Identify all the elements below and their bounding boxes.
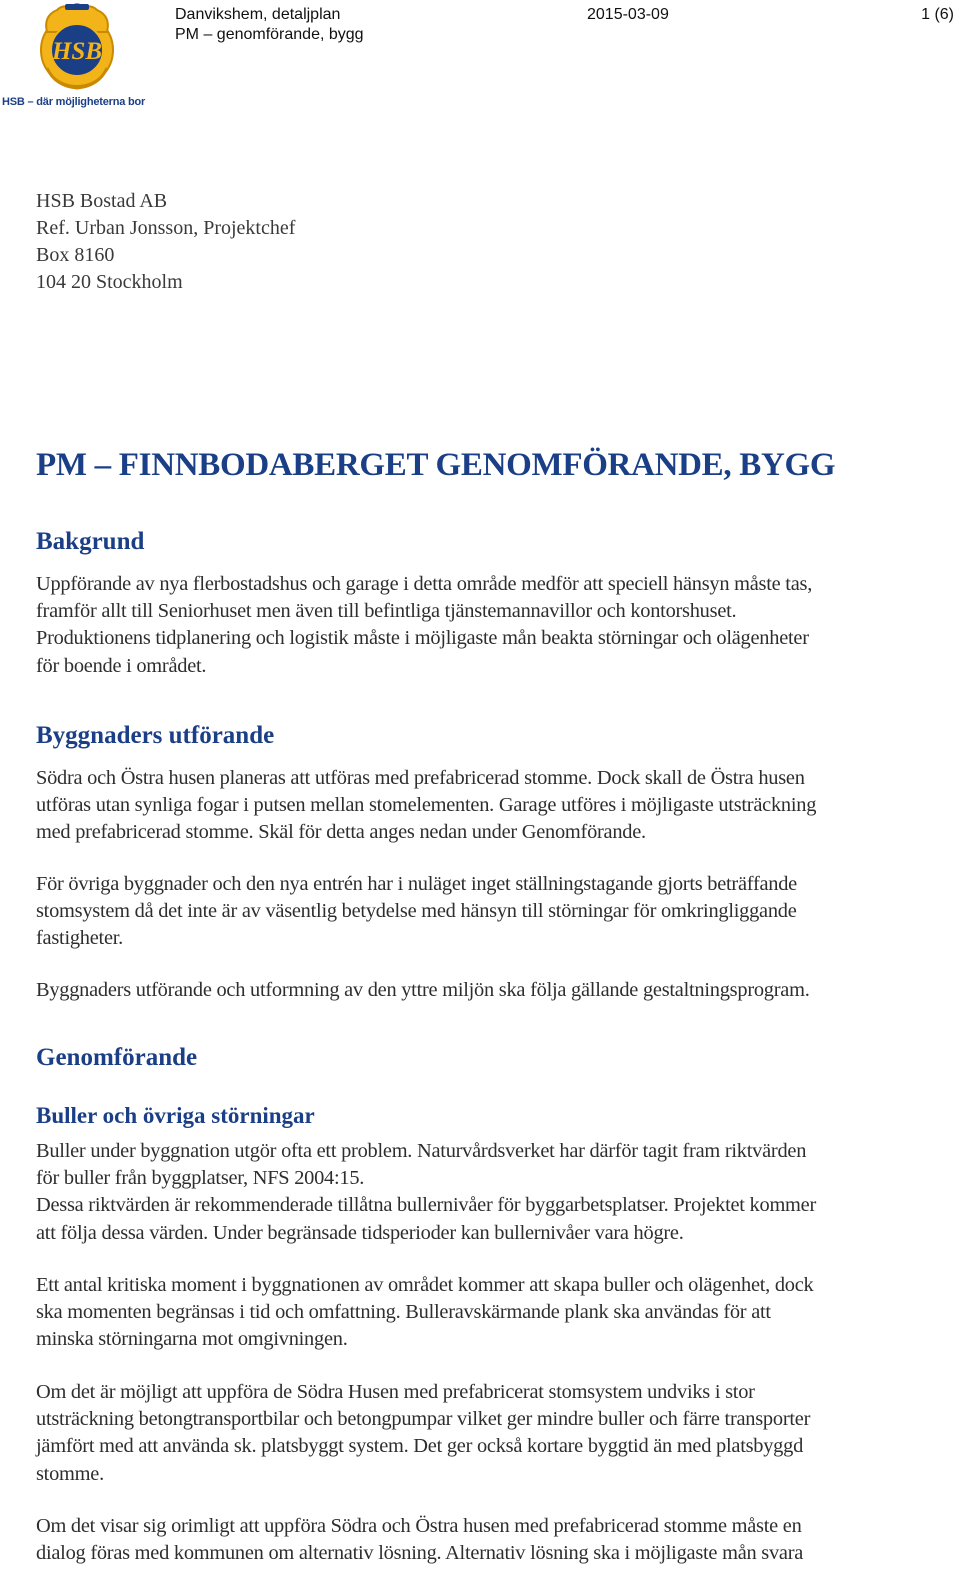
text-line: stomme. — [36, 1462, 104, 1485]
text-line: framför allt till Seniorhuset men även till befintliga tjänstemannavillor och kontorshuset. — [36, 600, 737, 623]
text-line: Uppförande av nya flerbostadshus och garage i detta område medför att speciell hänsyn måste tas, — [36, 573, 813, 595]
text-line: utföras utan synliga fogar i putsen mellan stomelementen. Garage utföres i möjligaste utsträckning — [36, 794, 817, 817]
header-title-line1: Danvikshem, detaljplan — [175, 6, 341, 23]
text-line: För övriga byggnader och den nya entrén har i nuläget inget ställningstagande gjorts beträffande — [36, 873, 797, 895]
header-page-number: 1 (6) — [921, 6, 954, 23]
heading-genomforande: Genomförande — [36, 1044, 198, 1071]
address-line: Box 8160 — [36, 244, 115, 266]
document-title: PM – FINNBODABERGET GENOMFÖRANDE, BYGG — [36, 447, 836, 483]
text-line: att följa dessa värden. Under begränsade tidsperioder kan bullernivåer vara högre. — [36, 1221, 684, 1244]
text-line: för boende i området. — [36, 654, 207, 677]
heading-buller: Buller och övriga störningar — [36, 1103, 315, 1128]
svg-text:HSB: HSB — [51, 38, 103, 65]
address-line: Ref. Urban Jonsson, Projektchef — [36, 217, 296, 239]
paragraph-buller-4 — [36, 1513, 942, 1567]
text-line: Om det är möjligt att uppföra de Södra Husen med prefabricerat stomsystem undviks i stor — [36, 1381, 755, 1403]
text-line: Ett antal kritiska moment i byggnationen av området kommer att skapa buller och olägenhet, dock — [36, 1274, 814, 1296]
text-line: med prefabricerad stomme. Skäl för detta anges nedan under Genomförande. — [36, 821, 646, 844]
header-title-line2: PM – genomförande, bygg — [175, 26, 364, 43]
text-line: dialog föras med kommunen om alternativ lösning. Alternativ lösning ska i möjligaste mån svara — [36, 1542, 804, 1565]
header-title — [175, 5, 364, 45]
text-line: utsträckning betongtransportbilar och betongpumpar vilket ger mindre buller och färre transporter — [36, 1408, 811, 1431]
text-line: jämfört med att använda sk. platsbyggt system. Det ger också kortare byggtid än med platsbyggd — [36, 1435, 804, 1458]
recipient-address — [36, 188, 295, 296]
text-line: stomsystem då det inte är av väsentlig betydelse med hänsyn till störningar för omkringliggande — [36, 900, 797, 923]
text-line: Dessa riktvärden är rekommenderade tillåtna bullernivåer för byggarbetsplatser. Projektet kommer — [36, 1194, 817, 1217]
text-line: Byggnaders utförande och utformning av den yttre miljön ska följa gällande gestaltningsprogram. — [36, 979, 810, 1001]
hsb-emblem-icon — [0, 2, 160, 98]
header-date: 2015-03-09 — [587, 6, 669, 23]
paragraph-byggnader-1 — [36, 765, 942, 847]
hsb-logo — [0, 2, 160, 114]
text-line: Buller under byggnation utgör ofta ett problem. Naturvårdsverket har därför tagit fram riktvärden — [36, 1140, 807, 1162]
heading-byggnaders-utforande: Byggnaders utförande — [36, 722, 275, 749]
text-line: Om det visar sig orimligt att uppföra Södra och Östra husen med prefabricerad stomme måste en — [36, 1515, 802, 1537]
text-line: minska störningarna mot omgivningen. — [36, 1328, 348, 1351]
paragraph-buller-3 — [36, 1379, 942, 1488]
paragraph-buller-1 — [36, 1138, 942, 1247]
address-line: HSB Bostad AB — [36, 190, 168, 212]
paragraph-byggnader-2 — [36, 871, 942, 953]
logo-tagline: HSB – där möjligheterna bor — [2, 96, 146, 108]
paragraph-bakgrund — [36, 571, 942, 680]
heading-bakgrund: Bakgrund — [36, 528, 145, 555]
address-line: 104 20 Stockholm — [36, 271, 183, 293]
paragraph-byggnader-3 — [36, 977, 942, 1004]
text-line: för buller från byggplatser, NFS 2004:15. — [36, 1167, 365, 1190]
text-line: Södra och Östra husen planeras att utföras med prefabricerad stomme. Dock skall de Östra husen — [36, 767, 805, 789]
paragraph-buller-2 — [36, 1272, 942, 1354]
text-line: fastigheter. — [36, 927, 124, 950]
text-line: Produktionens tidplanering och logistik måste i möjligaste mån beakta störningar och olägenheter — [36, 627, 809, 650]
text-line: ska momenten begränsas i tid och omfattning. Bulleravskärmande plank ska användas för att — [36, 1301, 771, 1324]
